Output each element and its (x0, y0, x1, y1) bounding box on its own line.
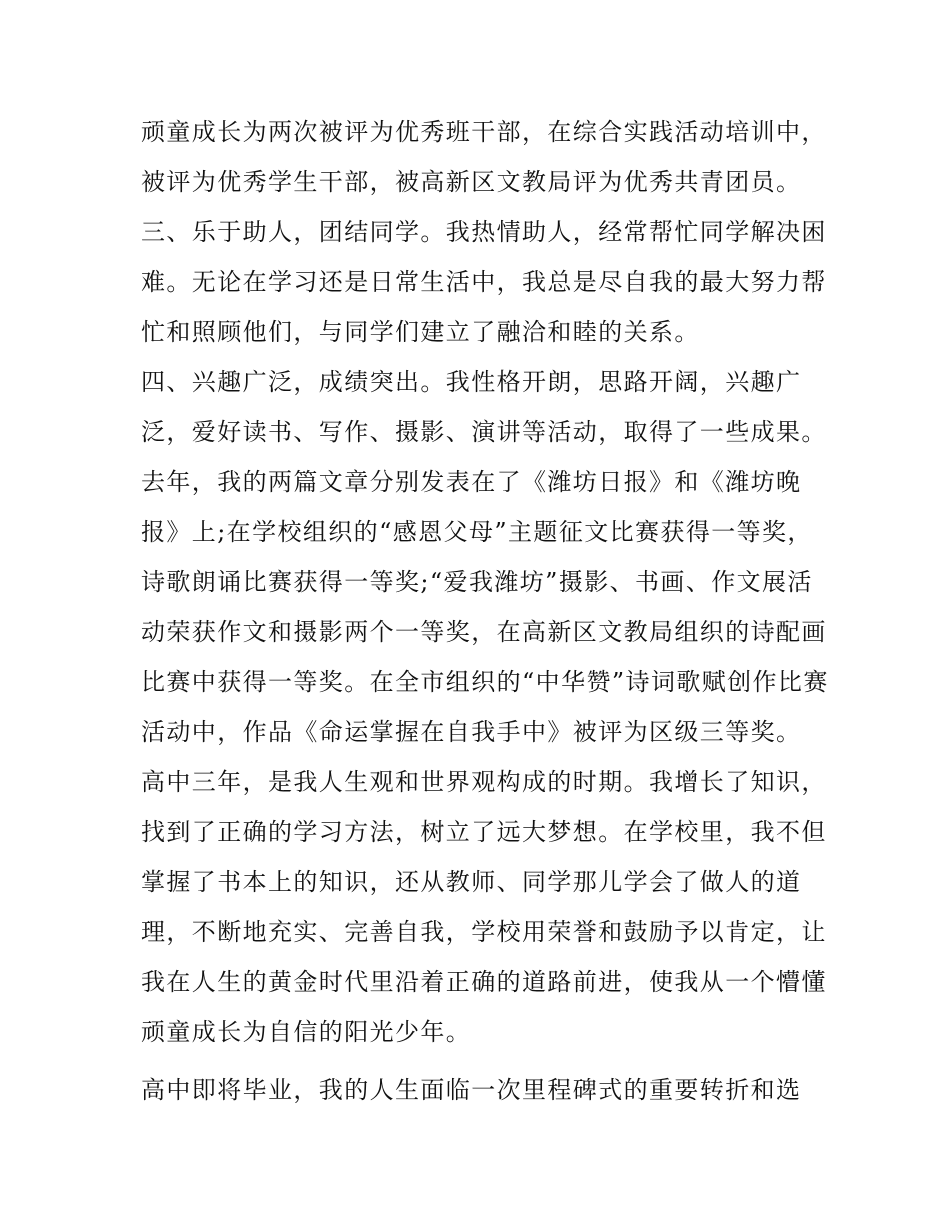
text-line: 三、乐于助人，团结同学。我热情助人，经常帮忙同学解决困 (141, 218, 827, 246)
paragraph-gap (141, 1057, 821, 1065)
text-line: 掌握了书本上的知识，还从教师、同学那儿学会了做人的道 (141, 868, 802, 896)
text-line: 理，不断地充实、完善自我，学校用荣誉和鼓励予以肯定，让 (141, 918, 827, 946)
text-line: 找到了正确的学习方法，树立了远大梦想。在学校里，我不但 (141, 818, 827, 846)
text-line: 去年，我的两篇文章分别发表在了《潍坊日报》和《潍坊晚 (141, 468, 802, 496)
text-line: 我在人生的黄金时代里沿着正确的道路前进，使我从一个懵懂 (141, 968, 827, 996)
document-body (141, 107, 829, 1115)
text-line: 泛，爱好读书、写作、摄影、演讲等活动，取得了一些成果。 (141, 418, 827, 446)
text-line: 顽童成长为自信的阳光少年。 (141, 1018, 472, 1046)
text-line: 顽童成长为两次被评为优秀班干部，在综合实践活动培训中， (141, 118, 827, 146)
text-line: 诗歌朗诵比赛获得一等奖;“爱我潍坊”摄影、书画、作文展活 (141, 568, 813, 596)
text-line: 被评为优秀学生干部，被高新区文教局评为优秀共青团员。 (141, 168, 802, 196)
text-line: 动荣获作文和摄影两个一等奖，在高新区文教局组织的诗配画 (141, 618, 827, 646)
text-line: 活动中，作品《命运掌握在自我手中》被评为区级三等奖。 (141, 718, 802, 746)
text-line: 四、兴趣广泛，成绩突出。我性格开朗，思路开阔，兴趣广 (141, 368, 802, 396)
text-line: 比赛中获得一等奖。在全市组织的“中华赞”诗词歌赋创作比赛 (141, 668, 829, 696)
text-line: 报》上;在学校组织的“感恩父母”主题征文比赛获得一等奖， (141, 518, 813, 546)
text-line: 高中三年，是我人生观和世界观构成的时期。我增长了知识， (141, 768, 827, 796)
text-line: 难。无论在学习还是日常生活中，我总是尽自我的最大努力帮 (141, 268, 827, 296)
text-line: 忙和照顾他们，与同学们建立了融洽和睦的关系。 (141, 318, 700, 346)
text-line: 高中即将毕业，我的人生面临一次里程碑式的重要转折和选 (141, 1076, 802, 1104)
